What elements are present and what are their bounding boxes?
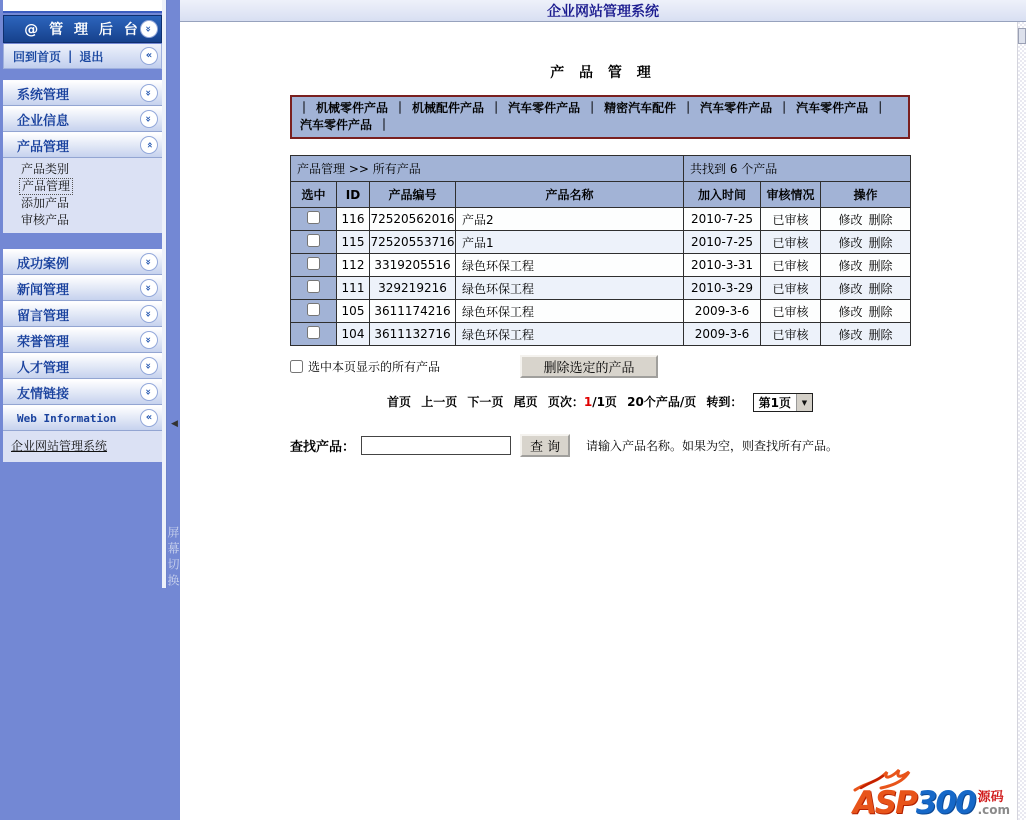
sidebar-section-label: 新闻管理: [17, 282, 70, 298]
row-status: 已审核: [761, 300, 821, 323]
row-name: 绿色环保工程: [456, 277, 684, 300]
row-id: 112: [337, 254, 370, 277]
content-title-bar: [180, 0, 1026, 22]
row-select-cell: [291, 231, 337, 254]
table-row: [291, 323, 911, 346]
row-name: 产品2: [456, 208, 684, 231]
scrollbar-thumb[interactable]: [1018, 28, 1026, 44]
row-status: 已审核: [761, 277, 821, 300]
edit-link[interactable]: 修改: [838, 235, 863, 250]
breadcrumb: 产品管理 >> 所有产品: [291, 156, 684, 182]
search-button[interactable]: 查 询: [520, 434, 570, 457]
sidebar-nav: [3, 44, 162, 69]
delete-link[interactable]: 删除: [868, 212, 893, 227]
chevron-down-icon: «: [141, 358, 157, 374]
logo-300-text: 300: [915, 785, 975, 821]
category-separator: ｜: [490, 101, 503, 115]
sidebar-submenu-webinfo: [3, 431, 162, 462]
search-section: [290, 434, 910, 457]
row-select-cell: [291, 300, 337, 323]
category-separator: ｜: [874, 101, 887, 115]
sidebar-section-company[interactable]: [3, 106, 162, 132]
pagination-last[interactable]: 尾页: [513, 395, 538, 409]
sidebar-section-news[interactable]: [3, 275, 162, 301]
category-separator: ｜: [682, 101, 695, 115]
edit-link[interactable]: 修改: [838, 258, 863, 273]
row-date: 2010-3-29: [684, 277, 761, 300]
row-checkbox[interactable]: [307, 234, 320, 247]
table-body: [291, 208, 911, 346]
row-status: 已审核: [761, 208, 821, 231]
product-table: [290, 155, 911, 346]
row-select-cell: [291, 323, 337, 346]
bulk-actions-row: [290, 355, 910, 378]
column-header: ID: [337, 182, 370, 208]
row-name: 绿色环保工程: [456, 323, 684, 346]
table-row: [291, 277, 911, 300]
screen-switch-bar[interactable]: [162, 0, 167, 588]
sidebar-menu: [3, 80, 162, 462]
row-code: 72520562016: [370, 208, 456, 231]
row-code: 72520553716: [370, 231, 456, 254]
column-header: 加入时间: [684, 182, 761, 208]
row-operations: [821, 254, 911, 277]
admin-header-title: @ 管 理 后 台: [24, 22, 141, 38]
page-title: 产 品 管 理: [550, 65, 656, 81]
row-select-cell: [291, 277, 337, 300]
category-separator: ｜: [298, 101, 311, 115]
chevron-left-icon: «: [141, 410, 157, 426]
chevron-down-icon: «: [141, 332, 157, 348]
row-name: 产品1: [456, 231, 684, 254]
edit-link[interactable]: 修改: [838, 304, 863, 319]
goto-page-select[interactable]: 第1页 ▼: [753, 393, 813, 412]
column-header: 审核情况: [761, 182, 821, 208]
row-status: 已审核: [761, 323, 821, 346]
chevron-left-icon[interactable]: «: [141, 48, 157, 64]
sidebar-section-guestbook[interactable]: [3, 301, 162, 327]
sidebar-section-label: 企业信息: [17, 113, 70, 129]
sidebar-section-label: 人才管理: [17, 360, 70, 376]
edit-link[interactable]: 修改: [838, 327, 863, 342]
row-id: 116: [337, 208, 370, 231]
category-link[interactable]: 汽车零件产品: [700, 101, 773, 115]
column-header: 产品编号: [370, 182, 456, 208]
edit-link[interactable]: 修改: [838, 212, 863, 227]
delete-link[interactable]: 删除: [868, 281, 893, 296]
pagination-first[interactable]: 首页: [387, 395, 412, 409]
sidebar-item-企业网站管理系统[interactable]: 企业网站管理系统: [11, 439, 108, 453]
search-hint: 请输入产品名称。如果为空，则查找所有产品。: [586, 439, 839, 453]
row-date: 2010-7-25: [684, 231, 761, 254]
logo-yuanma-text: 源码: [977, 790, 1004, 805]
table-header-row: [291, 182, 911, 208]
row-code: 3611132716: [370, 323, 456, 346]
column-header: 选中: [291, 182, 337, 208]
category-separator: ｜: [586, 101, 599, 115]
delete-selected-button[interactable]: 删除选定的产品: [520, 355, 658, 378]
table-row: [291, 208, 911, 231]
category-separator: ｜: [778, 101, 791, 115]
row-checkbox[interactable]: [307, 257, 320, 270]
category-link[interactable]: 汽车零件产品: [796, 101, 869, 115]
chevron-down-icon: «: [141, 280, 157, 296]
row-operations: [821, 323, 911, 346]
sidebar-section-webinfo[interactable]: [3, 405, 162, 431]
collapse-sidebar-arrow-icon[interactable]: ◀: [171, 419, 178, 429]
row-checkbox[interactable]: [307, 303, 320, 316]
chevron-down-icon: «: [141, 306, 157, 322]
row-date: 2009-3-6: [684, 300, 761, 323]
select-all-checkbox[interactable]: [290, 360, 303, 373]
sidebar-top-spacer: [3, 0, 162, 13]
column-header: 产品名称: [456, 182, 684, 208]
sidebar-section-label: 产品管理: [17, 139, 70, 155]
sidebar-item-添加产品[interactable]: 添加产品: [21, 196, 70, 210]
row-code: 3319205516: [370, 254, 456, 277]
row-id: 111: [337, 277, 370, 300]
page-indicator: 页次：1/1页: [547, 395, 617, 409]
admin-header: [3, 15, 162, 43]
category-link[interactable]: 精密汽车配件: [604, 101, 677, 115]
search-label: 查找产品：: [290, 440, 356, 455]
row-code: 329219216: [370, 277, 456, 300]
category-link[interactable]: 汽车零件产品: [508, 101, 581, 115]
sidebar-section-label: 成功案例: [17, 256, 70, 272]
sidebar-section-links[interactable]: [3, 379, 162, 405]
category-separator: ｜: [378, 118, 391, 132]
row-date: 2010-3-31: [684, 254, 761, 277]
flame-icon: [847, 764, 917, 794]
row-id: 104: [337, 323, 370, 346]
chevron-down-icon: «: [141, 111, 157, 127]
category-separator: ｜: [394, 101, 407, 115]
screen-switch-label[interactable]: 屏幕切换: [166, 526, 180, 590]
row-id: 105: [337, 300, 370, 323]
pagination: [290, 393, 910, 412]
row-name: 绿色环保工程: [456, 300, 684, 323]
category-link[interactable]: 汽车零件产品: [300, 118, 373, 132]
current-page-number: 1: [583, 395, 593, 409]
sidebar-item-产品类别[interactable]: 产品类别: [21, 162, 70, 176]
delete-link[interactable]: 删除: [868, 258, 893, 273]
logo-asp-text: ASP: [852, 785, 916, 821]
row-operations: [821, 208, 911, 231]
system-title: 企业网站管理系统: [547, 3, 659, 20]
row-id: 115: [337, 231, 370, 254]
sidebar-item-审核产品[interactable]: 审核产品: [21, 213, 70, 227]
logo-com-text: .com: [977, 803, 1010, 817]
table-row: [291, 231, 911, 254]
result-count: 共找到 6 个产品: [684, 156, 911, 182]
row-operations: [821, 231, 911, 254]
pagination-prev[interactable]: 上一页: [421, 395, 458, 409]
sidebar-section-label: 荣誉管理: [17, 334, 70, 350]
sidebar-section-label: 友情链接: [17, 386, 70, 402]
chevron-up-icon: «: [141, 137, 157, 153]
chevron-down-icon: «: [141, 254, 157, 270]
row-operations: [821, 277, 911, 300]
delete-link[interactable]: 删除: [868, 327, 893, 342]
asp300-logo-link[interactable]: [852, 785, 1010, 821]
sidebar-section-honor[interactable]: [3, 327, 162, 353]
row-status: 已审核: [761, 231, 821, 254]
row-checkbox[interactable]: [307, 326, 320, 339]
column-header: 操作: [821, 182, 911, 208]
sidebar-section-cases[interactable]: [3, 249, 162, 275]
sidebar-item-产品管理[interactable]: 产品管理: [19, 178, 73, 195]
sidebar-section-label: 留言管理: [17, 308, 70, 324]
sidebar-section-hr[interactable]: [3, 353, 162, 379]
category-bar: [290, 95, 910, 139]
main-content: [180, 0, 1026, 820]
sidebar-section-label: Web Information: [17, 411, 117, 425]
pagination-next[interactable]: 下一页: [467, 395, 504, 409]
chevron-down-icon: «: [141, 85, 157, 101]
search-input[interactable]: [361, 436, 511, 455]
collapse-all-icon[interactable]: «: [141, 21, 157, 37]
row-name: 绿色环保工程: [456, 254, 684, 277]
row-operations: [821, 300, 911, 323]
sidebar: [0, 0, 180, 820]
row-status: 已审核: [761, 254, 821, 277]
logout-link[interactable]: 退出: [79, 49, 104, 64]
sidebar-section-system[interactable]: [3, 80, 162, 106]
row-date: 2010-7-25: [684, 208, 761, 231]
chevron-down-icon: «: [141, 384, 157, 400]
vertical-scrollbar[interactable]: [1017, 22, 1026, 820]
row-checkbox[interactable]: [307, 211, 320, 224]
row-select-cell: [291, 254, 337, 277]
per-page-label: 20个产品/页: [627, 395, 697, 409]
row-code: 3611174216: [370, 300, 456, 323]
row-checkbox[interactable]: [307, 280, 320, 293]
dropdown-arrow-icon: ▼: [796, 394, 812, 411]
category-link[interactable]: 机械零件产品: [316, 101, 389, 115]
select-all-label: 选中本页显示的所有产品: [308, 360, 441, 374]
nav-divider: |: [68, 49, 73, 63]
category-link[interactable]: 机械配件产品: [412, 101, 485, 115]
delete-link[interactable]: 删除: [868, 304, 893, 319]
sidebar-section-product[interactable]: [3, 132, 162, 158]
table-row: [291, 254, 911, 277]
delete-link[interactable]: 删除: [868, 235, 893, 250]
back-home-link[interactable]: 回到首页: [13, 49, 62, 64]
row-date: 2009-3-6: [684, 323, 761, 346]
goto-label: 转到：: [706, 395, 743, 409]
table-row: [291, 300, 911, 323]
edit-link[interactable]: 修改: [838, 281, 863, 296]
sidebar-submenu-product: [3, 158, 162, 233]
sidebar-section-label: 系统管理: [17, 87, 70, 103]
row-select-cell: [291, 208, 337, 231]
